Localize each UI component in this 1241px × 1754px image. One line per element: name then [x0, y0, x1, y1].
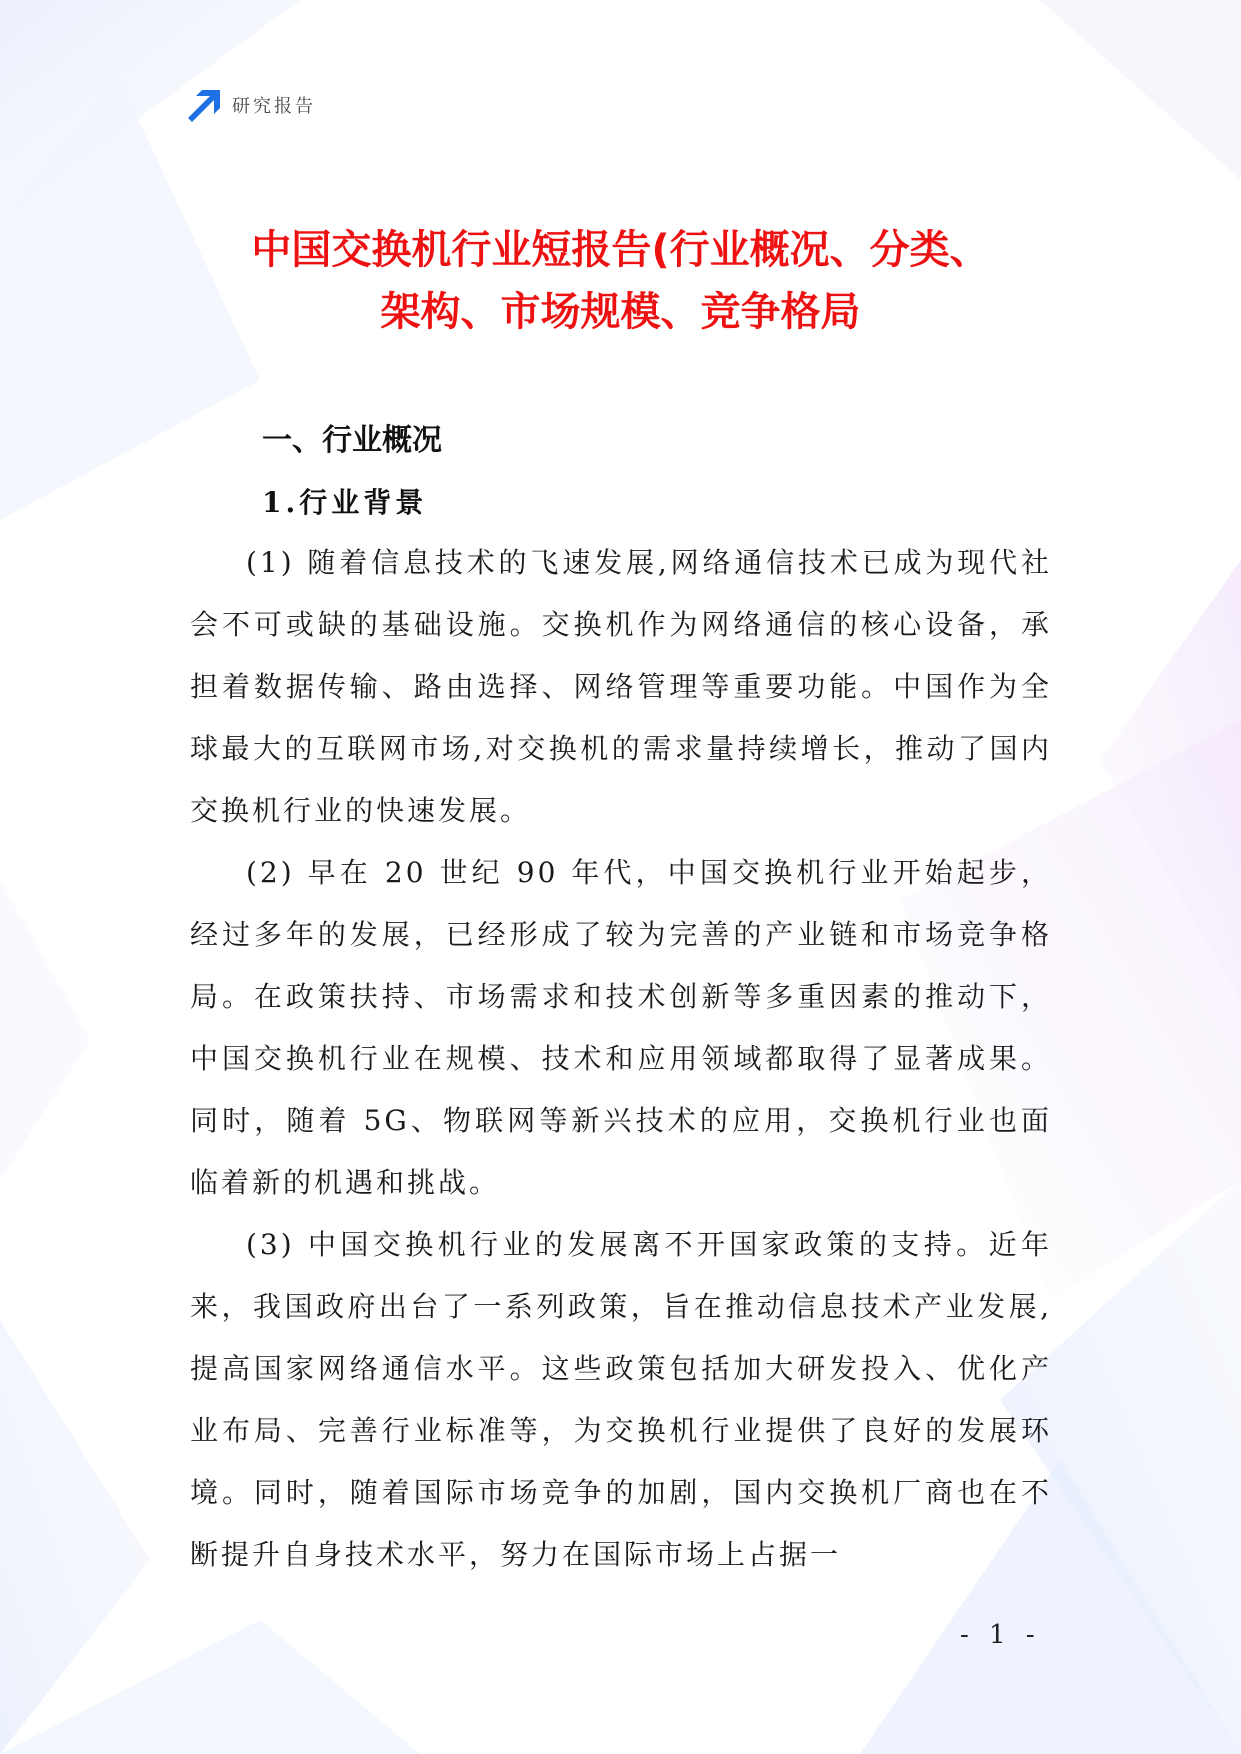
page-number: - 1 -	[960, 1620, 1041, 1650]
document-title-line-1: 中国交换机行业短报告(行业概况、分类、	[251, 227, 990, 273]
brand-header	[188, 88, 316, 122]
body-paragraph: (3) 中国交换机行业的发展离不开国家政策的支持。近年来，我国政府出台了一系列政策，旨在推动信息技术产业发展,提高国家网络通信水平。这些政策包括加大研发投入、优化产业布局、完善行业标准等，为交换机行业提供了良好的发展环境。同时，随着国际市场竞争的加剧，国内交换机厂商也在不断提升自身技术水平，努力在国际市场上占据一	[190, 1228, 1052, 1571]
subsection-heading: 1.行业背景	[262, 486, 428, 519]
body-paragraph: (2) 早在 20 世纪 90 年代，中国交换机行业开始起步，经过多年的发展，已经形成了较为完善的产业链和市场竞争格局。在政策扶持、市场需求和技术创新等多重因素的推动下，中国交换机行业在规模、技术和应用领域都取得了显著成果。同时，随着 5G、物联网等新兴技术的应用，交换机行业也面临着新的机遇和挑战。	[190, 856, 1052, 1199]
body-paragraph: (1) 随着信息技术的飞速发展,网络通信技术已成为现代社会不可或缺的基础设施。交换机作为网络通信的核心设备，承担着数据传输、路由选择、网络管理等重要功能。中国作为全球最大的互联网市场,对交换机的需求量持续增长，推动了国内交换机行业的快速发展。	[190, 546, 1052, 827]
brand-label: 研究报告	[232, 96, 316, 117]
arrow-up-right-icon	[188, 88, 222, 122]
section-heading: 一、行业概况	[262, 423, 442, 458]
document-title-line-2: 架构、市场规模、竞争格局	[380, 289, 861, 335]
